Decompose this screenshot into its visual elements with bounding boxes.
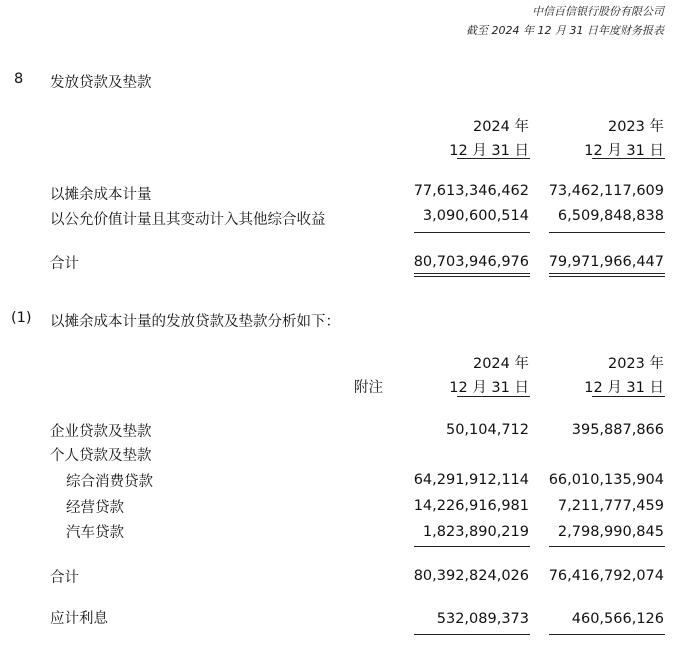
personal-loans-label: 个人贷款及垫款 <box>50 448 152 464</box>
accrued-interest-2023: 460,566,126 <box>571 611 664 627</box>
total-label: 合计 <box>50 570 79 586</box>
subtotal-rule <box>549 232 665 233</box>
subtotal-rule <box>549 546 665 547</box>
report-subtitle: 截至 2024 年 12 月 31 日年度财务报表 <box>466 24 664 37</box>
corporate-loans-2023: 395,887,866 <box>571 422 664 438</box>
total-label: 合计 <box>50 256 79 272</box>
header-underline <box>592 396 665 397</box>
personal-item-2024: 1,823,890,219 <box>422 524 529 540</box>
company-name: 中信百信银行股份有限公司 <box>532 5 664 18</box>
col-header-2023-date: 12 月 31 日 <box>584 380 664 396</box>
row-label: 以摊余成本计量 <box>50 187 152 203</box>
note-header: 附注 <box>354 380 383 396</box>
total-double-rule <box>414 273 530 277</box>
col-header-2023-year: 2023 年 <box>607 356 664 372</box>
personal-item-2023: 66,010,135,904 <box>548 472 664 488</box>
row-value-2024: 77,613,346,462 <box>413 183 529 199</box>
col-header-2024-year: 2024 年 <box>472 119 529 135</box>
interest-rule <box>549 634 665 635</box>
col-header-2024-year: 2024 年 <box>472 356 529 372</box>
personal-item-2024: 14,226,916,981 <box>413 498 529 514</box>
personal-item-2023: 7,211,777,459 <box>557 498 664 514</box>
personal-item-label: 经营贷款 <box>66 500 124 516</box>
accrued-interest-2024: 532,089,373 <box>436 611 529 627</box>
personal-item-2023: 2,798,990,845 <box>557 524 664 540</box>
row-value-2024: 3,090,600,514 <box>422 208 529 224</box>
subtotal-rule <box>414 546 530 547</box>
row-value-2023: 73,462,117,609 <box>548 183 664 199</box>
row-label: 以公允价值计量且其变动计入其他综合收益 <box>50 212 326 228</box>
interest-rule <box>414 634 530 635</box>
section-title: 发放贷款及垫款 <box>50 75 152 91</box>
personal-item-2024: 64,291,912,114 <box>413 472 529 488</box>
corporate-loans-label: 企业贷款及垫款 <box>50 424 152 440</box>
total-double-rule <box>549 273 665 277</box>
corporate-loans-2024: 50,104,712 <box>445 422 529 438</box>
row-value-2023: 6,509,848,838 <box>557 208 664 224</box>
personal-item-label: 综合消费贷款 <box>66 474 153 490</box>
total-value-2023: 79,971,966,447 <box>548 254 664 270</box>
subsection-title: 以摊余成本计量的发放贷款及垫款分析如下： <box>50 314 340 330</box>
header-underline <box>457 396 530 397</box>
total-value-2024: 80,392,824,026 <box>413 568 529 584</box>
section-number: 8 <box>14 71 24 87</box>
total-value-2023: 76,416,792,074 <box>548 568 664 584</box>
subtotal-rule <box>414 232 530 233</box>
accrued-interest-label: 应计利息 <box>50 611 108 627</box>
col-header-2023-date: 12 月 31 日 <box>584 143 664 159</box>
subsection-number: (1) <box>11 310 32 326</box>
col-header-2024-date: 12 月 31 日 <box>449 143 529 159</box>
col-header-2024-date: 12 月 31 日 <box>449 380 529 396</box>
personal-item-label: 汽车贷款 <box>66 525 124 541</box>
total-value-2024: 80,703,946,976 <box>413 254 529 270</box>
header-underline <box>457 158 530 159</box>
header-underline <box>592 158 665 159</box>
col-header-2023-year: 2023 年 <box>607 119 664 135</box>
